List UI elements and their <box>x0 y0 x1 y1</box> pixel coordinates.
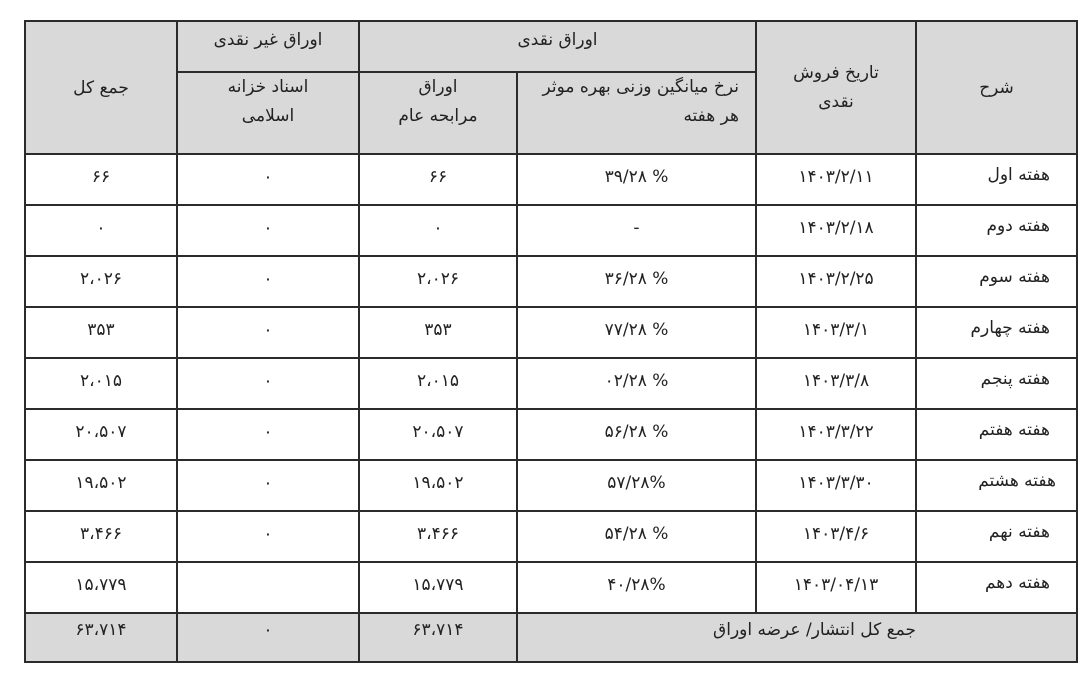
description-cell <box>916 205 1077 256</box>
table-row <box>25 205 1077 256</box>
treasury-value: ۰ <box>263 218 273 238</box>
date-cell <box>756 511 916 562</box>
rate-cell <box>517 307 756 358</box>
rate-cell <box>517 256 756 307</box>
date-cell <box>756 562 916 613</box>
total-row-label: جمع کل انتشار/ عرضه اوراق <box>713 620 916 640</box>
treasury-cell <box>177 256 359 307</box>
treasury-value: ۰ <box>263 320 273 340</box>
murabaha-cell <box>359 562 517 613</box>
rate-value: ۴۰/۲۸% <box>607 575 666 595</box>
rate-value: % ۷۷/۲۸ <box>604 320 669 340</box>
treasury-total-value: ۰ <box>263 620 273 640</box>
treasury-value: ۰ <box>263 524 273 544</box>
rate-value: - <box>633 218 640 238</box>
treasury-cell <box>177 409 359 460</box>
murabaha-value: ۲،۰۲۶ <box>416 269 459 289</box>
rate-cell <box>517 562 756 613</box>
murabaha-cell <box>359 205 517 256</box>
total-cell <box>25 205 177 256</box>
date-value: ۱۴۰۳/۲/۱۸ <box>798 218 874 238</box>
description-cell <box>916 256 1077 307</box>
date-value: ۱۴۰۳/۲/۱۱ <box>798 167 874 187</box>
murabaha-cell <box>359 358 517 409</box>
murabaha-value: ۲،۰۱۵ <box>416 371 459 391</box>
murabaha-value: ۲۰،۵۰۷ <box>412 422 464 442</box>
table-row <box>25 409 1077 460</box>
murabaha-value: ۶۶ <box>428 167 448 187</box>
total-cell <box>25 154 177 205</box>
treasury-cell <box>177 307 359 358</box>
treasury-cell <box>177 511 359 562</box>
description-cell <box>916 562 1077 613</box>
grand-total-cell <box>25 613 177 662</box>
header-sale-date <box>756 21 916 154</box>
total-row <box>25 613 1077 662</box>
murabaha-cell <box>359 511 517 562</box>
description-cell <box>916 460 1077 511</box>
description-cell <box>916 154 1077 205</box>
treasury-cell <box>177 154 359 205</box>
rate-cell <box>517 205 756 256</box>
total-cell <box>25 460 177 511</box>
treasury-cell <box>177 562 359 613</box>
description-cell <box>916 409 1077 460</box>
rate-value: % ۵۶/۲۸ <box>604 422 669 442</box>
header-cash-group-label: اوراق نقدی <box>517 30 598 50</box>
header-treasury-label: اسناد خزانه اسلامی <box>227 77 309 126</box>
rate-cell <box>517 511 756 562</box>
murabaha-value: ۳۵۳ <box>424 320 452 340</box>
treasury-value: ۰ <box>263 422 273 442</box>
header-total-label: جمع کل <box>73 77 129 98</box>
week-label: هفته نهم <box>988 522 1050 542</box>
week-label: هفته پنجم <box>980 369 1050 389</box>
week-label: هفته دوم <box>986 216 1050 236</box>
grand-total-value: ۶۳،۷۱۴ <box>75 620 127 640</box>
week-label: هفته چهارم <box>970 318 1050 338</box>
total-value: ۳،۴۶۶ <box>79 524 122 544</box>
murabaha-cell <box>359 409 517 460</box>
bond-sales-table <box>24 20 1078 663</box>
total-cell <box>25 562 177 613</box>
rate-cell <box>517 154 756 205</box>
table-row <box>25 256 1077 307</box>
date-cell <box>756 205 916 256</box>
rate-value: % ۰۲/۲۸ <box>604 371 669 391</box>
table-row <box>25 562 1077 613</box>
total-value: ۲۰،۵۰۷ <box>75 422 127 442</box>
murabaha-total-value: ۶۳،۷۱۴ <box>412 620 464 640</box>
header-rate-label: نرخ میانگین وزنی بهره موثر هر هفته <box>542 77 739 126</box>
week-label: هفته سوم <box>979 267 1050 287</box>
week-label: هفته دهم <box>984 573 1050 593</box>
description-cell <box>916 307 1077 358</box>
treasury-value: ۰ <box>263 371 273 391</box>
treasury-value: ۰ <box>263 473 273 493</box>
total-value: ۶۶ <box>91 167 111 187</box>
header-total <box>25 21 177 154</box>
murabaha-cell <box>359 256 517 307</box>
date-cell <box>756 307 916 358</box>
total-value: ۰ <box>96 218 106 238</box>
table-row <box>25 154 1077 205</box>
description-cell <box>916 358 1077 409</box>
murabaha-cell <box>359 154 517 205</box>
header-treasury <box>177 72 359 154</box>
treasury-cell <box>177 205 359 256</box>
murabaha-value: ۰ <box>433 218 443 238</box>
week-label: هفته اول <box>987 165 1050 185</box>
date-cell <box>756 460 916 511</box>
treasury-cell <box>177 358 359 409</box>
total-value: ۱۵،۷۷۹ <box>75 575 127 595</box>
treasury-value <box>178 563 358 571</box>
murabaha-cell <box>359 307 517 358</box>
total-cell <box>25 409 177 460</box>
total-cell <box>25 307 177 358</box>
header-description <box>916 21 1077 154</box>
date-cell <box>756 154 916 205</box>
murabaha-cell <box>359 460 517 511</box>
date-value: ۱۴۰۳/۲/۲۵ <box>798 269 874 289</box>
header-noncash-group <box>177 21 359 72</box>
header-noncash-group-label: اوراق غیر نقدی <box>213 30 323 50</box>
header-cash-group <box>359 21 756 72</box>
date-value: ۱۴۰۳/۳/۸ <box>802 371 870 391</box>
treasury-value: ۰ <box>263 269 273 289</box>
total-value: ۲،۰۱۵ <box>79 371 122 391</box>
total-value: ۳۵۳ <box>87 320 115 340</box>
rate-value: % ۳۶/۲۸ <box>604 269 669 289</box>
rate-value: ۵۷/۲۸% <box>607 473 666 493</box>
murabaha-value: ۳،۴۶۶ <box>416 524 459 544</box>
table-row <box>25 358 1077 409</box>
header-description-label: شرح <box>979 77 1014 98</box>
total-value: ۱۹،۵۰۲ <box>75 473 127 493</box>
murabaha-value: ۱۵،۷۷۹ <box>412 575 464 595</box>
rate-value: % ۳۹/۲۸ <box>604 167 669 187</box>
date-value: ۱۴۰۳/۳/۲۲ <box>798 422 874 442</box>
header-murabaha <box>359 72 517 154</box>
total-cell <box>25 256 177 307</box>
date-cell <box>756 409 916 460</box>
header-sale-date-label: تاریخ فروش نقدی <box>793 62 879 112</box>
table-row <box>25 460 1077 511</box>
date-value: ۱۴۰۳/۰۴/۱۳ <box>793 575 879 595</box>
treasury-total-cell <box>177 613 359 662</box>
treasury-cell <box>177 460 359 511</box>
week-label: هفته هشتم <box>978 471 1056 491</box>
date-value: ۱۴۰۳/۳/۱ <box>802 320 870 340</box>
date-cell <box>756 256 916 307</box>
date-value: ۱۴۰۳/۳/۳۰ <box>798 473 874 493</box>
total-cell <box>25 511 177 562</box>
week-label: هفته هفتم <box>978 420 1050 440</box>
header-rate <box>517 72 756 154</box>
date-value: ۱۴۰۳/۴/۶ <box>802 524 870 544</box>
rate-value: % ۵۴/۲۸ <box>604 524 669 544</box>
date-cell <box>756 358 916 409</box>
treasury-value: ۰ <box>263 167 273 187</box>
table-row <box>25 307 1077 358</box>
description-cell <box>916 511 1077 562</box>
total-cell <box>25 358 177 409</box>
murabaha-total-cell <box>359 613 517 662</box>
table-row <box>25 511 1077 562</box>
murabaha-value: ۱۹،۵۰۲ <box>412 473 464 493</box>
rate-cell <box>517 409 756 460</box>
rate-cell <box>517 460 756 511</box>
total-value: ۲،۰۲۶ <box>79 269 122 289</box>
rate-cell <box>517 358 756 409</box>
header-murabaha-label: اوراق مرابحه عام <box>398 77 478 126</box>
total-label-cell <box>517 613 1077 662</box>
